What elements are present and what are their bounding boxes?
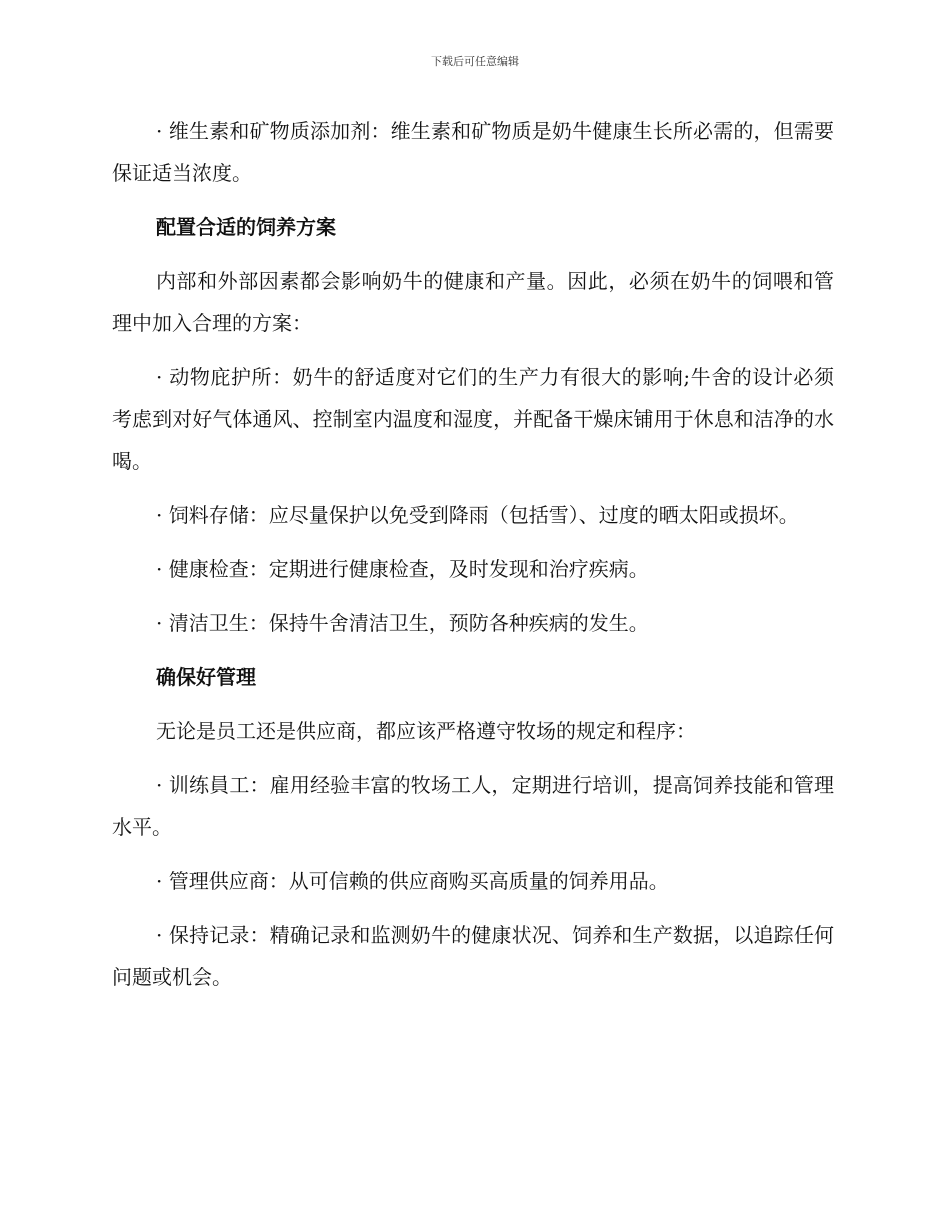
heading-management: 确保好管理 <box>156 665 256 689</box>
paragraph-staff-training: · 训练員工：雇用经验丰富的牧场工人，定期进行培训，提高饲养技能和管理水平。 <box>112 773 834 839</box>
paragraph-health-check: · 健康检查：定期进行健康检查，及时发现和治疗疾病。 <box>156 557 649 581</box>
document-body <box>112 110 834 1010</box>
paragraph-animal-shelter: · 动物庇护所：奶牛的舒适度对它们的生产力有很大的影响;牛舍的设计必须考虑到对好气体通风、控制室内温度和湿度，并配备干燥床铺用于休息和洁净的水喝。 <box>112 365 834 473</box>
paragraph-feed-storage: · 饲料存储：应尽量保护以免受到降雨（包括雪）、过度的晒太阳或损坏。 <box>156 503 799 527</box>
paragraph-management-intro: 无论是员工还是供应商，都应该严格遵守牧场的规定和程序： <box>156 719 696 743</box>
paragraph-record-keeping: · 保持记录：精确记录和监测奶牛的健康状况、饲养和生产数据，以追踪任何问题或机会。 <box>112 923 834 989</box>
paragraph-supplier-management: · 管理供应商：从可信赖的供应商购买高质量的饲养用品。 <box>156 869 669 893</box>
paragraph-intro-plan: 内部和外部因素都会影响奶牛的健康和产量。因此，必须在奶牛的饲喂和管理中加入合理的方案： <box>112 269 834 335</box>
paragraph-hygiene: · 清洁卫生：保持牛舍清洁卫生，预防各种疾病的发生。 <box>156 611 649 635</box>
page-header: 下载后可任意编辑 <box>431 55 519 68</box>
heading-feeding-plan: 配置合适的饲养方案 <box>156 215 336 239</box>
paragraph-vitamin-mineral: · 维生素和矿物质添加剂：维生素和矿物质是奶牛健康生长所必需的，但需要保证适当浓度。 <box>112 119 834 185</box>
